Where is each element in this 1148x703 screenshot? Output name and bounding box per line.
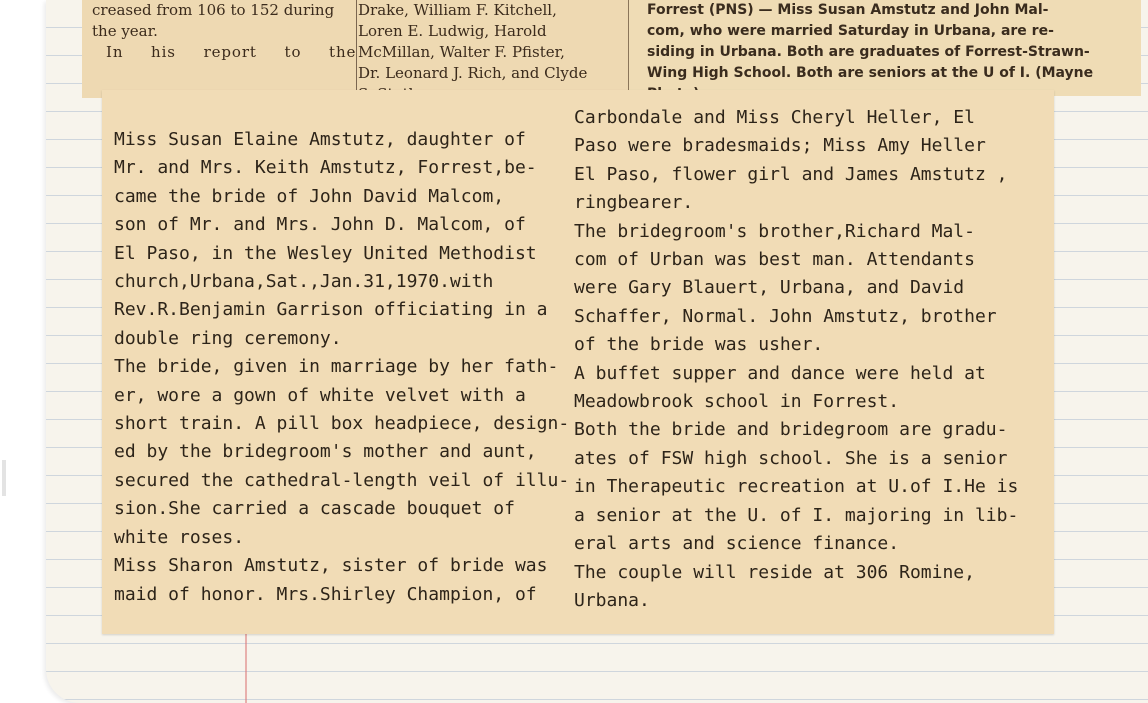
clipping-column-one [92,0,356,63]
text-line: Rev.R.Benjamin Garrison officiating in a [114,299,548,321]
text-line: The bride, given in marriage by her fath- [114,356,559,378]
text-line: eral arts and science finance. [574,533,900,555]
text-line: El Paso, flower girl and James Amstutz , [574,163,1008,185]
text-line: of the bride was usher. [574,334,824,356]
text-line: The bridegroom's brother,Richard Mal- [574,220,975,242]
text-line: The couple will reside at 306 Romine, [574,561,975,583]
text-line: a senior at the U. of I. majoring in lib- [574,504,1019,526]
wedding-announcement-clipping [102,90,1054,634]
text-line: In his report to the [106,43,357,61]
text-line: Paso were bradesmaids; Miss Amy Heller [574,135,986,157]
text-line: McMillan, Walter F. Pfister, [358,43,565,61]
text-line: Urbana. [574,589,650,611]
text-line: Dr. Leonard J. Rich, and Clyde [358,64,588,82]
column-rule [356,0,357,98]
text-line: com, who were married Saturday in Urbana, are re- [647,23,1054,39]
text-line: son of Mr. and Mrs. John D. Malcom, of [114,214,526,236]
text-line: Miss Sharon Amstutz, sister of bride was [114,555,548,577]
text-line: Loren E. Ludwig, Harold [358,22,547,40]
text-line: Miss Susan Elaine Amstutz, daughter of [114,129,526,150]
text-line: white roses. [114,526,245,548]
text-line: El Paso, in the Wesley United Methodist [114,242,537,264]
text-line: A buffet supper and dance were held at [574,362,986,384]
text-line: creased from 106 to 152 during [92,1,335,19]
text-line: ringbearer. [574,192,694,214]
text-line: Drake, William F. Kitchell, [358,1,557,19]
text-line: er, wore a gown of white velvet with a [114,384,526,406]
text-line: ates of FSW high school. She is a senior [574,447,1008,469]
text-line: Carbondale and Miss Cheryl Heller, El [574,107,975,128]
text-line: came the bride of John David Malcom, [114,185,505,207]
text-line: in Therapeutic recreation at U.of I.He is [574,476,1019,498]
text-line: ed by the bridegroom's mother and aunt, [114,441,537,463]
text-line: Mr. and Mrs. Keith Amstutz, Forrest,be- [114,157,537,179]
text-line: Wing High School. Both are seniors at the U of I. (Mayne [647,65,1094,81]
text-line: Both the bride and bridegroom are gradu- [574,419,1008,441]
text-line: siding in Urbana. Both are graduates of Forrest-Strawn- [647,44,1090,60]
page-edge-stain [2,460,6,496]
text-line: com of Urban was best man. Attendants [574,249,975,271]
text-line: Forrest (PNS) — Miss Susan Amstutz and John Mal- [647,2,1049,18]
text-line: Schaffer, Normal. John Amstutz, brother [574,305,997,327]
announcement-right-column [574,104,1044,615]
text-line: church,Urbana,Sat.,Jan.31,1970.with [114,271,494,293]
text-line: maid of honor. Mrs.Shirley Champion, of [114,583,537,605]
text-line: Meadowbrook school in Forrest. [574,391,900,413]
scrapbook-page [46,0,1148,703]
text-line: the year. [92,22,158,40]
announcement-left-column [114,126,574,609]
top-left-news-clipping [82,0,628,98]
text-line: secured the cathedral-length veil of illu- [114,469,570,491]
text-line: double ring ceremony. [114,327,342,349]
text-line: were Gary Blauert, Urbana, and David [574,277,965,299]
text-line: short train. A pill box headpiece, design- [114,413,570,435]
text-line: sion.She carried a cascade bouquet of [114,498,515,520]
photo-caption-clipping [628,0,1141,96]
